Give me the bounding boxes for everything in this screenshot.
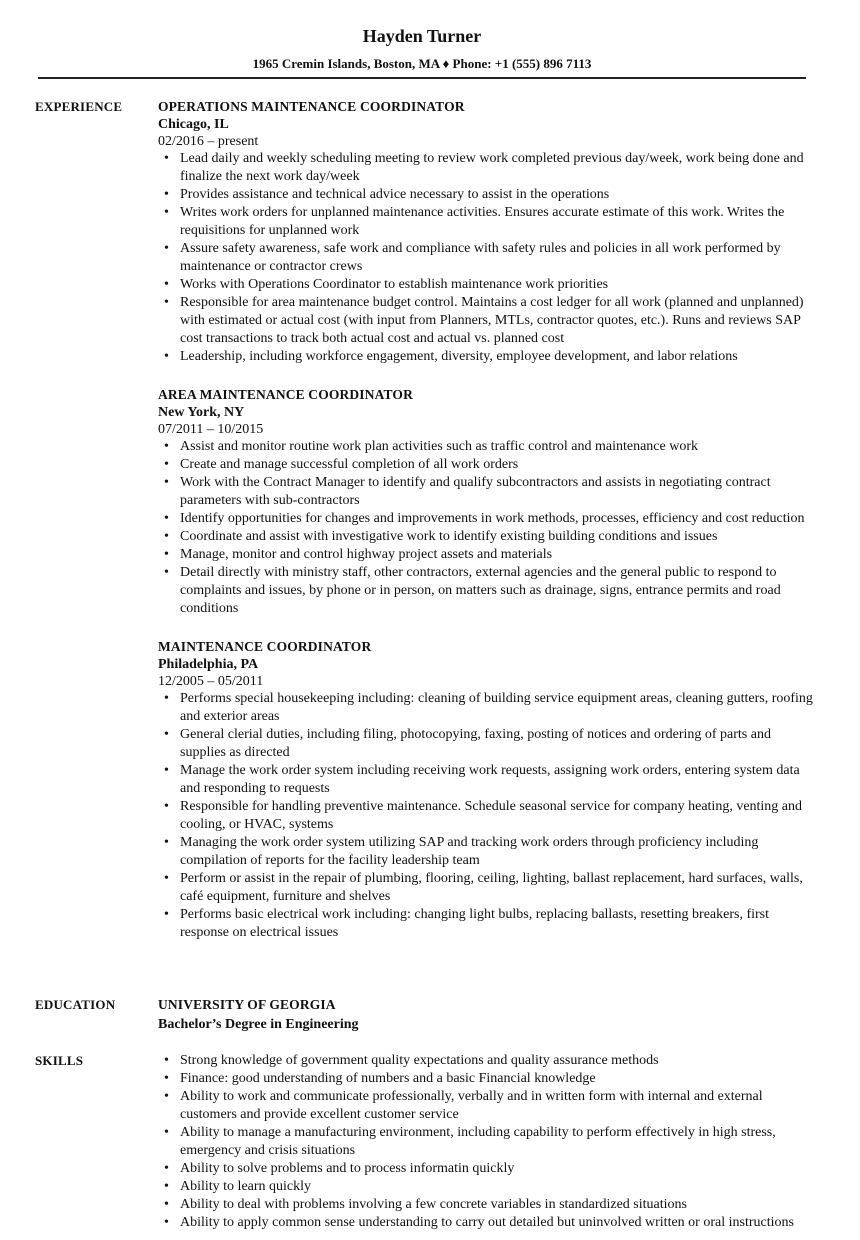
job-bullet: • Works with Operations Coordinator to establish maintenance work priorities [158, 276, 818, 294]
job-bullet: • Assure safety awareness, safe work and compliance with safety rules and policies in all work performed by maintenance or contractor crews [158, 240, 818, 276]
job-bullet: • Assist and monitor routine work plan activities such as traffic control and maintenance work [158, 438, 818, 456]
job-bullet: • Manage, monitor and control highway project assets and materials [158, 546, 818, 564]
skill-item: • Ability to work and communicate professionally, verbally and in written form with internal and external customers and provide excellent customer service [158, 1088, 818, 1124]
job-location: New York, NY [158, 405, 245, 420]
job-dates: 07/2011 – 10/2015 [158, 422, 264, 437]
skills-section [158, 1052, 818, 1232]
job-bullet: • Performs basic electrical work including: changing light bulbs, replacing ballasts, resetting breakers, first response on electrical issues [158, 906, 818, 942]
job-bullets [158, 690, 818, 942]
job-bullet: • Create and manage successful completion of all work orders [158, 456, 818, 474]
job-dates: 12/2005 – 05/2011 [158, 674, 264, 689]
school-name: UNIVERSITY OF GEORGIA [158, 997, 336, 1012]
skill-item: • Finance: good understanding of numbers and a basic Financial knowledge [158, 1070, 818, 1088]
header-divider [38, 77, 806, 79]
job-bullet: • Detail directly with ministry staff, other contractors, external agencies and the general public to respond to complaints and issues, by phone or in person, on matters such as drainage, signs, entrance permits and road conditions [158, 564, 818, 618]
job-dates: 02/2016 – present [158, 134, 259, 149]
skill-item: • Ability to apply common sense understanding to carry out detailed but uninvolved written or oral instructions [158, 1214, 818, 1232]
job-bullets [158, 438, 818, 618]
job-bullet: • Writes work orders for unplanned maintenance activities. Ensures accurate estimate of this work. Writes the requisitions for unplanned work [158, 204, 818, 240]
job-bullet: • Perform or assist in the repair of plumbing, flooring, ceiling, lighting, ballast replacement, hard surfaces, walls, café equipment, furniture and shelves [158, 870, 818, 906]
job-bullet: • Managing the work order system utilizing SAP and tracking work orders through proficiency including compilation of reports for the facility leadership team [158, 834, 818, 870]
job-title: AREA MAINTENANCE COORDINATOR [158, 387, 413, 402]
job-entry [158, 98, 818, 366]
resume-header [38, 24, 806, 79]
experience-section [158, 98, 818, 962]
job-bullet: • Responsible for area maintenance budget control. Maintains a cost ledger for all work (planned and unplanned) with estimated or actual cost (with input from Planners, MTLs, contractor quotes, etc.). Runs and reviews SAP cost transactions to track both actual cost and actual vs. planned cost [158, 294, 818, 348]
skill-item: • Strong knowledge of government quality expectations and quality assurance methods [158, 1052, 818, 1070]
contact-line: 1965 Cremin Islands, Boston, MA ♦ Phone: +1 (555) 896 7113 [252, 56, 592, 71]
job-location: Chicago, IL [158, 117, 229, 132]
education-heading: EDUCATION [35, 997, 116, 1012]
job-bullet: • Leadership, including workforce engagement, diversity, employee development, and labor relations [158, 348, 818, 366]
skills-heading: SKILLS [35, 1053, 84, 1068]
job-bullet: • Performs special housekeeping including: cleaning of building service equipment areas, cleaning gutters, roofing and exterior areas [158, 690, 818, 726]
candidate-name: Hayden Turner [362, 26, 482, 46]
education-section [158, 996, 818, 1036]
job-bullet: • Coordinate and assist with investigative work to identify existing building conditions and issues [158, 528, 818, 546]
job-title: MAINTENANCE COORDINATOR [158, 639, 372, 654]
job-entry [158, 386, 818, 618]
skills-list [158, 1052, 818, 1232]
job-bullet: • Lead daily and weekly scheduling meeting to review work completed previous day/week, work being done and finalize the next work day/week [158, 150, 818, 186]
skill-item: • Ability to solve problems and to process informatin quickly [158, 1160, 818, 1178]
job-bullet: • Work with the Contract Manager to identify and qualify subcontractors and assists in negotiating contract parameters with sub-contractors [158, 474, 818, 510]
job-title: OPERATIONS MAINTENANCE COORDINATOR [158, 99, 465, 114]
job-bullets [158, 150, 818, 366]
job-bullet: • Manage the work order system including receiving work requests, assigning work orders, entering system data and responding to requests [158, 762, 818, 798]
job-entry [158, 638, 818, 942]
skill-item: • Ability to learn quickly [158, 1178, 818, 1196]
skill-item: • Ability to manage a manufacturing environment, including capability to perform effectively in high stress, emergency and crisis situations [158, 1124, 818, 1160]
job-location: Philadelphia, PA [158, 657, 259, 672]
degree: Bachelor’s Degree in Engineering [158, 1017, 359, 1032]
job-bullet: • Responsible for handling preventive maintenance. Schedule seasonal service for company heating, venting and cooling, or HVAC, systems [158, 798, 818, 834]
experience-heading: EXPERIENCE [35, 99, 123, 114]
skill-item: • Ability to deal with problems involving a few concrete variables in standardized situations [158, 1196, 818, 1214]
job-bullet: • General clerial duties, including filing, photocopying, faxing, posting of notices and ordering of parts and supplies as directed [158, 726, 818, 762]
job-bullet: • Identify opportunities for changes and improvements in work methods, processes, efficiency and cost reduction [158, 510, 818, 528]
job-bullet: • Provides assistance and technical advice necessary to assist in the operations [158, 186, 818, 204]
